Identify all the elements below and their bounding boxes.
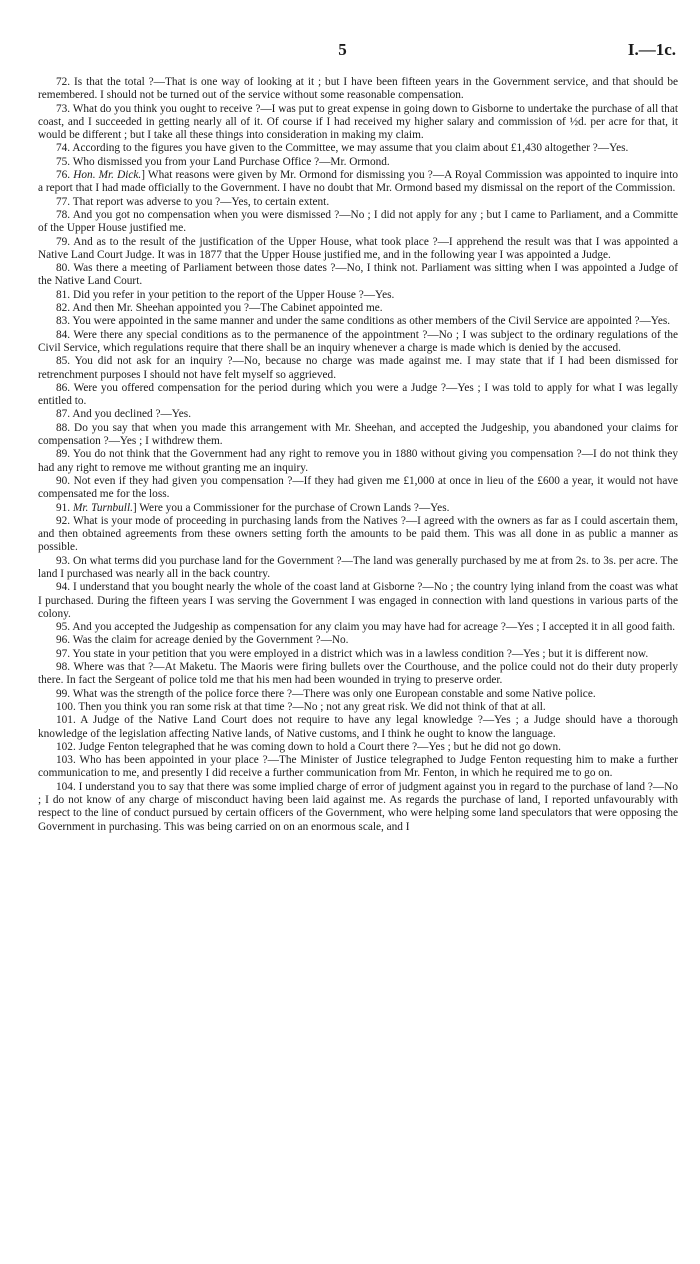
evidence-paragraph (38, 781, 678, 834)
evidence-paragraph (38, 355, 678, 382)
evidence-paragraph (38, 648, 678, 661)
evidence-paragraph (38, 422, 678, 449)
paragraph-text: 73. What do you think you ought to receive ?—I was put to great expense in going down to Gisborne to undertake the purchase of all that coast, and I succeeded in getting nearly all of it. Of course if I had received my higher salary and commission of ½d. per acre for that, it would be different ; but I take all these things into consideration in making my claim. (38, 102, 678, 142)
paragraph-text: 101. A Judge of the Native Land Court does not require to have any legal knowledge ?—Yes ; a Judge should have a thorough knowledge of the legislation affecting Native lands, of Native customs, and I think he ought to know the language. (38, 714, 678, 740)
evidence-paragraph (38, 408, 678, 421)
page-number: 5 (338, 40, 347, 59)
paragraph-text: 85. You did not ask for an inquiry ?—No, because no charge was made against me. I may state that if I had been dismissed for retrenchment purposes I should not have felt myself so aggrieved. (38, 355, 678, 381)
evidence-paragraph (38, 754, 678, 781)
evidence-paragraph (38, 502, 678, 515)
paragraph-text: 77. That report was adverse to you ?—Yes, to certain extent. (56, 195, 330, 208)
paragraph-text: 78. And you got no compensation when you were dismissed ?—No ; I did not apply for any ; but I came to Parliament, and a Committe of the Upper House justified me. (38, 208, 678, 235)
paragraph-text: 81. Did you refer in your petition to the report of the Upper House ?—Yes. (56, 288, 395, 301)
paragraph-text: 90. Not even if they had given you compensation ?—If they had given me £1,000 at once in lieu of the £600 a year, it would not have compensated me for the loss. (38, 474, 678, 501)
paragraph-text: 104. I understand you to say that there was some implied charge of error of judgment against you in regard to the purchase of land ?—No ; I do not know of any charge of misconduct having been laid against me. As regards the purchase of land, I reported unfavourably with respect to the line of conduct pursued by certain officers of the Government, who were helping some land speculators that were opposing the Government in purchasing. This was being carried on on an enormous scale, and I (38, 780, 678, 833)
evidence-paragraph (38, 103, 678, 143)
paragraph-text: 89. You do not think that the Government had any right to remove you in 1880 without giving you compensation ?—I do not think they had any right to remove me without granting me an inquiry. (38, 448, 678, 474)
paragraph-text: 80. Was there a meeting of Parliament between those dates ?—No, I think not. Parliament was sitting when I was appointed a Judge of the Native Land Court. (38, 262, 678, 288)
paragraph-text: 99. What was the strength of the police force there ?—There was only one European constable and some Native police. (56, 687, 596, 700)
paragraph-text: 93. On what terms did you purchase land for the Government ?—The land was generally purchased by me at from 2s. to 3s. per acre. The land I purchased was nearly all in the back country. (38, 554, 678, 580)
evidence-paragraph (38, 236, 678, 263)
paragraph-text: 86. Were you offered compensation for the period during which you were a Judge ?—Yes ; I was told to apply for what I was legally entitled to. (38, 381, 678, 408)
paragraph-text: 103. Who has been appointed in your place ?—The Minister of Justice telegraphed to Judge Fenton requesting him to make a further communication to me, and presently I did receive a further communication from Mr. Fenton, in which he required me to go on. (38, 754, 678, 780)
paragraph-text: 88. Do you say that when you made this arrangement with Mr. Sheehan, and accepted the Judgeship, you abandoned your claims for compensation ?—Yes ; I withdrew them. (38, 421, 678, 448)
paragraph-text: 98. Where was that ?—At Maketu. The Maoris were firing bullets over the Courthouse, and the police could not do their duty properly there. In fact the Sergeant of police told me that his men had been wounded in trying to preserve order. (38, 661, 678, 687)
evidence-paragraph (38, 661, 678, 688)
paragraph-text: 97. You state in your petition that you were employed in a district which was in a lawless condition ?—Yes ; but it is different now. (56, 647, 649, 660)
document-series-reference: I.—1c. (627, 40, 676, 59)
paragraph-text: 84. Were there any special conditions as to the permanence of the appointment ?—No ; I was subject to the ordinary regulations of the Civil Service, which regulations require that there shall be an inquiry whenever a charge is made which is denied by the accused. (38, 328, 678, 354)
speaker-name: Hon. Mr. Dick. (73, 169, 142, 182)
paragraph-text: 87. And you declined ?—Yes. (56, 408, 192, 421)
question-number: 76. (56, 169, 74, 182)
evidence-paragraph (38, 289, 678, 302)
evidence-paragraph (38, 209, 678, 236)
paragraph-text: 95. And you accepted the Judgeship as compensation for any claim you may have had for acreage ?—Yes ; I accepted it in all good faith. (56, 621, 676, 634)
paragraph-text: 75. Who dismissed you from your Land Purchase Office ?—Mr. Ormond. (56, 155, 390, 168)
evidence-paragraph (38, 196, 678, 209)
evidence-paragraph (38, 621, 678, 634)
paragraph-text: 102. Judge Fenton telegraphed that he was coming down to hold a Court there ?—Yes ; but he did not go down. (56, 740, 561, 753)
evidence-paragraph (38, 262, 678, 289)
evidence-paragraph (38, 634, 678, 647)
evidence-paragraph (38, 741, 678, 754)
question-number: 91. (56, 501, 73, 514)
paragraph-text: 82. And then Mr. Sheehan appointed you ?—The Cabinet appointed me. (56, 302, 383, 315)
evidence-paragraph (38, 302, 678, 315)
paragraph-text: ] Were you a Commissioner for the purchase of Crown Lands ?—Yes. (132, 501, 450, 514)
evidence-paragraph (38, 688, 678, 701)
evidence-text-body (38, 76, 678, 834)
evidence-paragraph (38, 475, 678, 502)
speaker-name: Mr. Turnbull. (72, 501, 133, 514)
evidence-paragraph (38, 382, 678, 409)
evidence-paragraph (38, 714, 678, 741)
evidence-paragraph (38, 156, 678, 169)
evidence-paragraph (38, 701, 678, 714)
paragraph-text: 94. I understand that you bought nearly the whole of the coast land at Gisborne ?—No ; the country lying inland from the coast was what I purchased. During the fifteen years I was serving the Government I was engaged in connection with land questions in various parts of the colony. (38, 581, 678, 620)
evidence-paragraph (38, 315, 678, 328)
paragraph-text: 79. And as to the result of the justification of the Upper House, what took place ?—I apprehend the result was that I was appointed a Native Land Court Judge. It was in 1877 that the Upper House justified me, and in the following year I was appointed a Judge. (38, 235, 678, 261)
paragraph-text: ] What reasons were given by Mr. Ormond for dismissing you ?—A Royal Commission was appointed to inquire into a report that I had made officially to the Government. I have no doubt that Mr. Ormond based my dismissal on the report of the Commission. (38, 169, 678, 195)
evidence-paragraph (38, 142, 678, 155)
evidence-paragraph (38, 76, 678, 103)
evidence-paragraph (38, 515, 678, 555)
evidence-paragraph (38, 555, 678, 582)
paragraph-text: 83. You were appointed in the same manner and under the same conditions as other members of the Civil Service are appointed ?—Yes. (56, 315, 671, 328)
paragraph-text: 96. Was the claim for acreage denied by the Government ?—No. (56, 634, 349, 647)
paragraph-text: 74. According to the figures you have given to the Committee, we may assume that you claim about £1,430 altogether ?—Yes. (56, 142, 629, 155)
evidence-paragraph (38, 581, 678, 621)
paragraph-text: 92. What is your mode of proceeding in purchasing lands from the Natives ?—I agreed with the owners as far as I could ascertain them, and then obtained agreements from these owners setting forth the amounts to be paid them. This was all done in as public a manner as possible. (38, 514, 678, 554)
evidence-paragraph (38, 329, 678, 356)
paragraph-text: 72. Is that the total ?—That is one way of looking at it ; but I have been fifteen years in the Government service, and that should be remembered. I should not be turned out of the service without some reasonable compensation. (38, 76, 678, 102)
paragraph-text: 100. Then you think you ran some risk at that time ?—No ; not any great risk. We did not think of that at all. (56, 700, 546, 713)
evidence-paragraph (38, 448, 678, 475)
evidence-paragraph (38, 169, 678, 196)
